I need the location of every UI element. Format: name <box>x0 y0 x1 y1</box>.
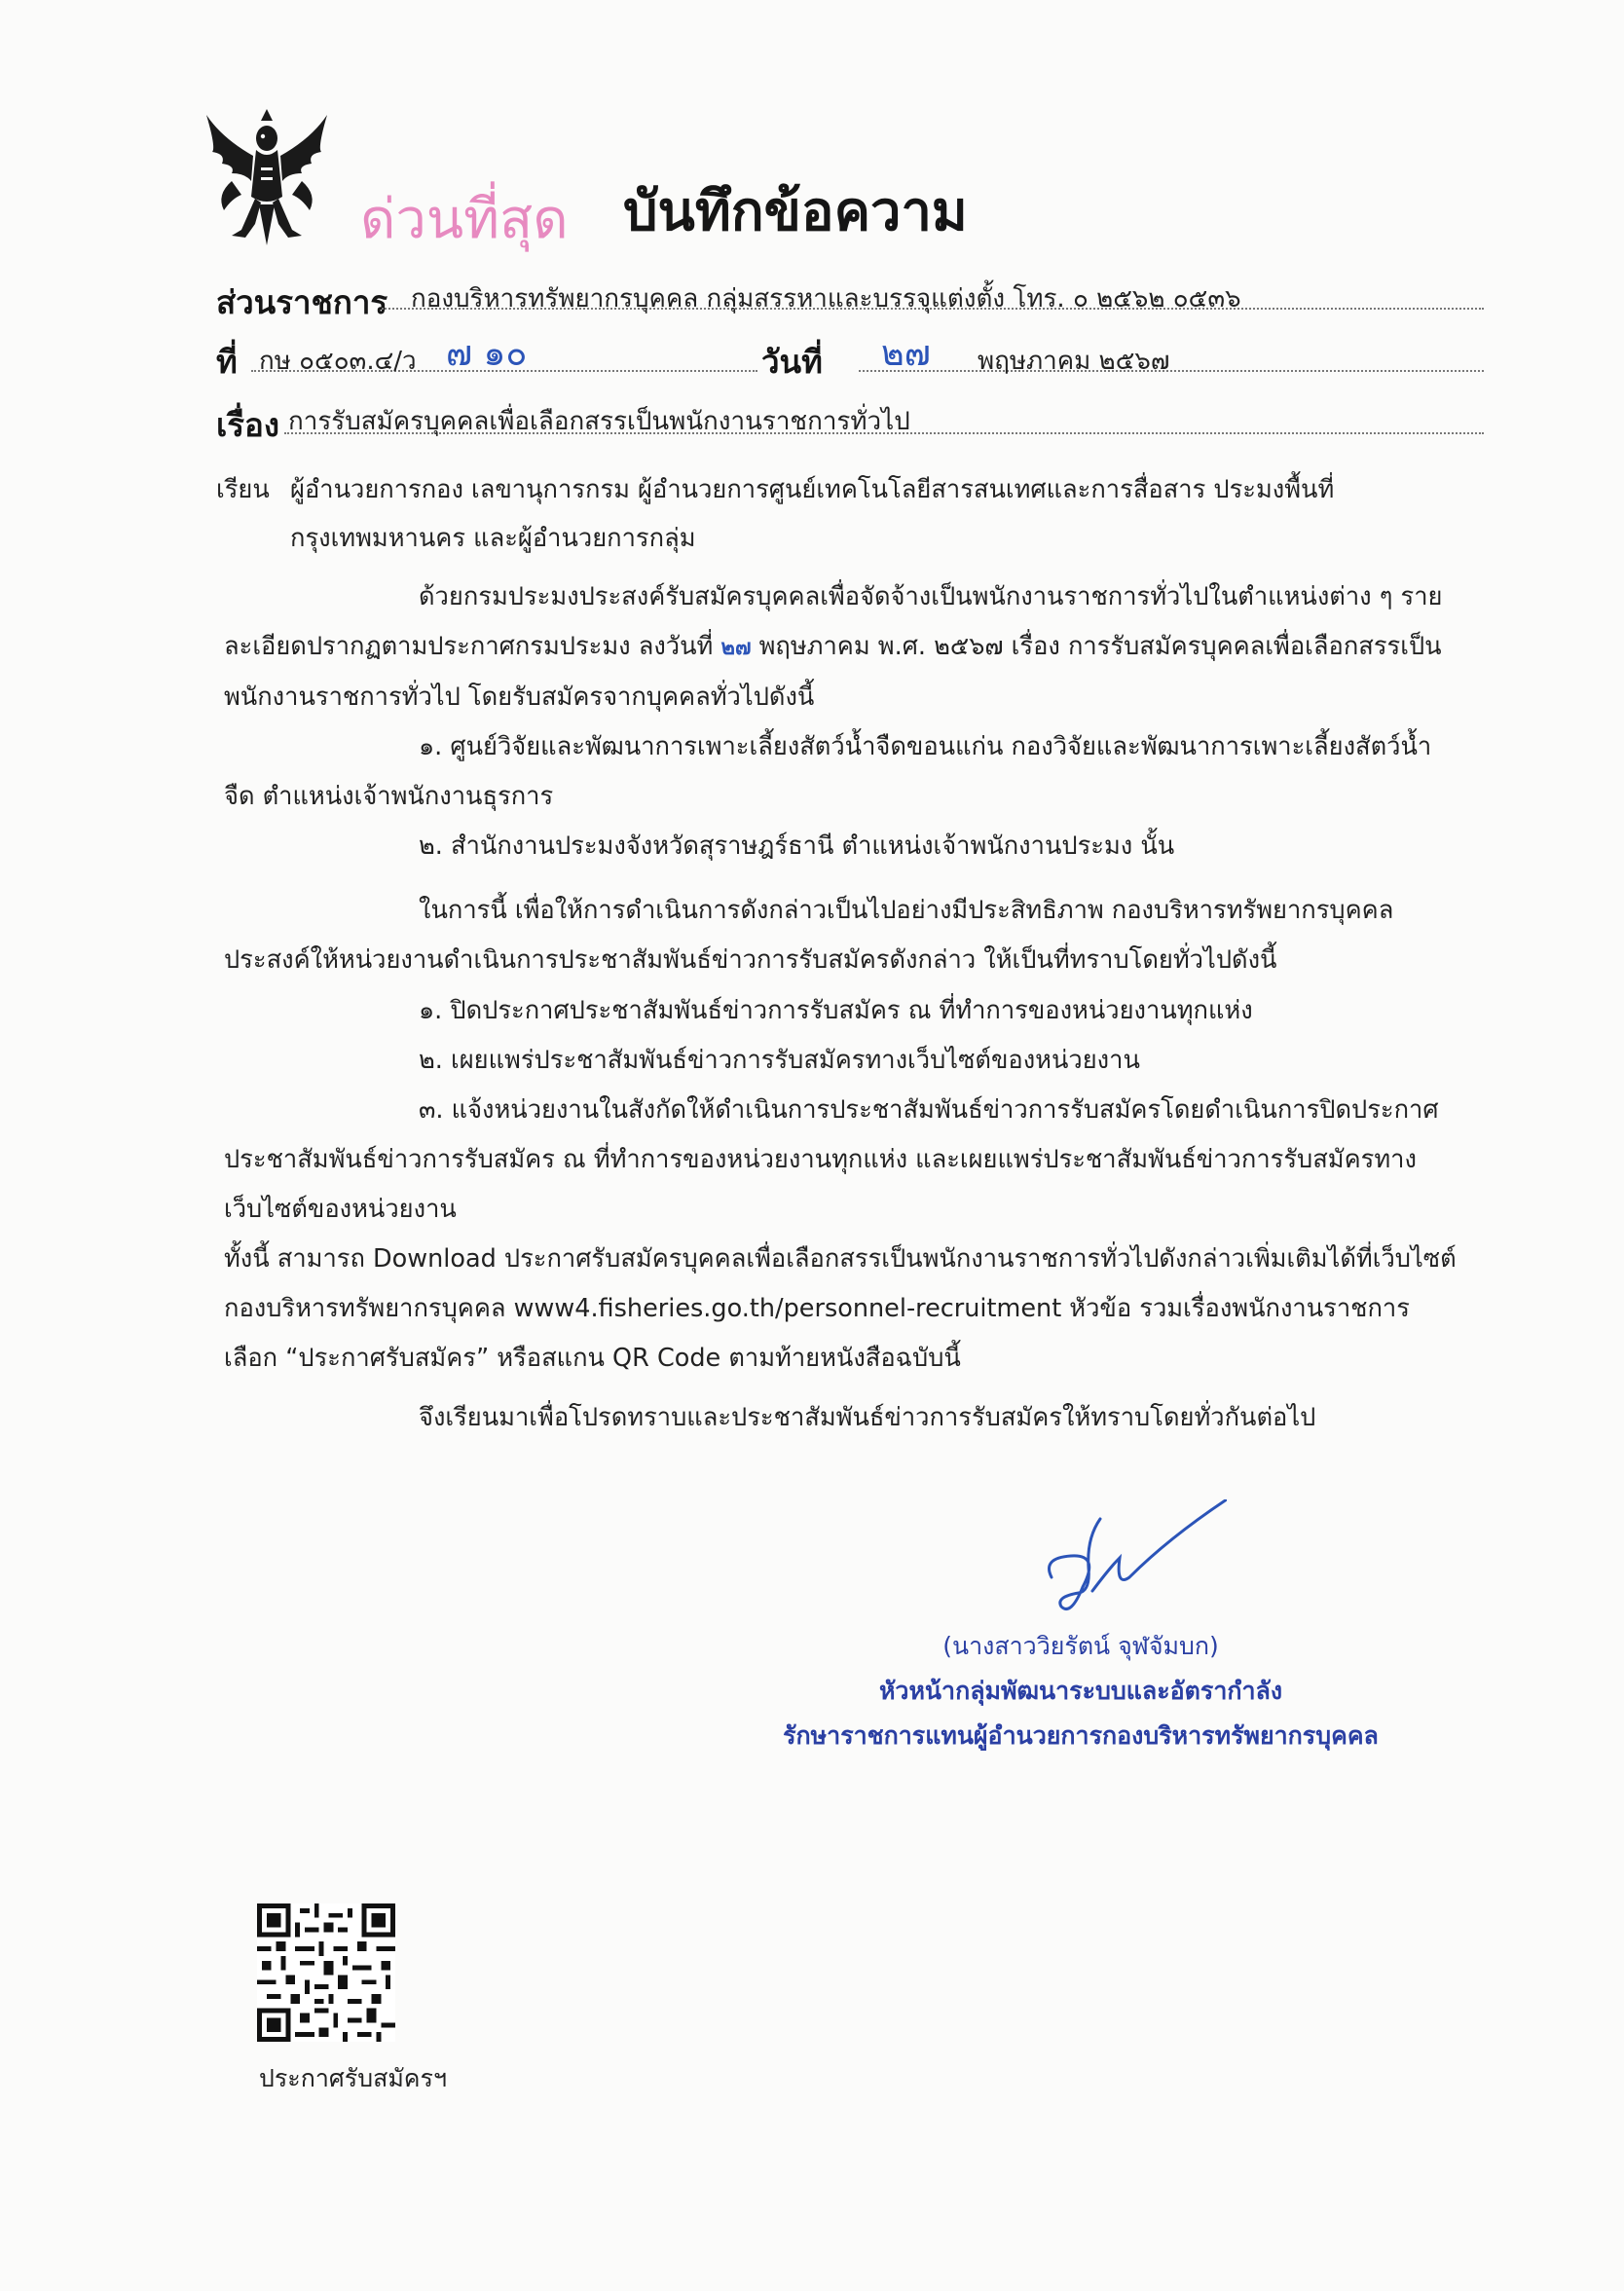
date-label: วันที่ <box>761 343 823 381</box>
p2-item-1: ๑. ปิดประกาศประชาสัมพันธ์ข่าวการรับสมัคร ณ ที่ทำการของหน่วยงานทุกแห่ง <box>419 996 1253 1025</box>
p1-handwritten-day: ๒๗ <box>720 636 752 660</box>
signatory-position-1: หัวหน้ากลุ่มพัฒนาระบบและอัตรากำลัง <box>878 1677 1283 1705</box>
garuda-emblem-icon <box>203 109 331 247</box>
paragraph-1 <box>224 573 1458 722</box>
date-underline <box>859 370 1484 372</box>
p2-item-2: ๒. เผยแพร่ประชาสัมพันธ์ข่าวการรับสมัครทางเว็บไซต์ของหน่วยงาน <box>419 1046 1140 1075</box>
p1-after: พฤษภาคม พ.ศ. ๒๕๖๗ เรื่อง การรับสมัครบุคคลเพื่อเลือกสรรเป็นพนักงานราชการทั่วไป โดยรับสมัครจากบุคคลทั่วไปดังนี้ <box>224 632 1442 712</box>
signatory-name: (นางสาววิยรัตน์ จุฬจัมบก) <box>942 1632 1219 1660</box>
closing-line: จึงเรียนมาเพื่อโปรดทราบและประชาสัมพันธ์ข่าวการรับสมัครให้ทราบโดยทั่วกันต่อไป <box>419 1403 1316 1432</box>
to-value: ผู้อำนวยการกอง เลขานุการกรม ผู้อำนวยการศูนย์เทคโนโลยีสารสนเทศและการสื่อสาร ประมงพื้นที่ <box>290 475 1335 504</box>
date-handwritten: ๒๗ <box>881 334 931 374</box>
agency-label: ส่วนราชการ <box>216 283 388 321</box>
subject-label: เรื่อง <box>216 406 279 444</box>
to-label: เรียน <box>216 475 270 504</box>
p2-item-3: ๓. แจ้งหน่วยงานในสังกัดให้ดำเนินการประชาสัมพันธ์ข่าวการรับสมัครโดยดำเนินการปิดประกาศประชาสัมพันธ์ข่าวการรับสมัคร ณ ที่ทำการของหน่วยงานทุกแห่ง และเผยแพร่ประชาสัมพันธ์ข่าวการรับสมัครทางเว็บไซต์ของหน่วยงาน <box>224 1095 1439 1224</box>
ref-handwritten: ๗ ๑๐ <box>446 334 528 374</box>
memo-title: บันทึกข้อความ <box>623 180 968 243</box>
signatory-position-2: รักษาราชการแทนผู้อำนวยการกองบริหารทรัพยากรบุคคล <box>783 1721 1379 1750</box>
p1-item-2: ๒. สำนักงานประมงจังหวัดสุราษฎร์ธานี ตำแหน่งเจ้าพนักงานประมง นั้น <box>419 831 1175 861</box>
qr-label: ประกาศรับสมัครฯ <box>259 2064 447 2092</box>
qr-code-icon[interactable] <box>257 1903 395 2042</box>
subject-value: การรับสมัครบุคคลเพื่อเลือกสรรเป็นพนักงานราชการทั่วไป <box>288 407 910 436</box>
paragraph-3: ทั้งนี้ สามารถ Download ประกาศรับสมัครบุคคลเพื่อเลือกสรรเป็นพนักงานราชการทั่วไปดังกล่าวเพิ่มเติมได้ที่เว็บไซต์กองบริหารทรัพยากรบุคคล www4.fisheries.go.th/personnel-recruitment หัวข้อ รวมเรื่องพนักงานราชการ เลือก “ประกาศรับสมัคร” หรือสแกน QR Code ตามท้ายหนังสือฉบับนี้ <box>224 1244 1457 1373</box>
p1-before: ด้วยกรมประมงประสงค์รับสมัครบุคคลเพื่อจัดจ้างเป็นพนักงานราชการทั่วไปในตำแหน่งต่าง ๆ รายละเอียดปรากฏตามประกาศกรมประมง ลงวันที่ <box>224 582 1443 661</box>
to-value-line2: กรุงเทพมหานคร และผู้อำนวยการกลุ่ม <box>290 524 696 553</box>
ref-label: ที่ <box>216 343 238 381</box>
signature-block <box>740 1624 1421 1758</box>
agency-value: กองบริหารทรัพยากรบุคคล กลุ่มสรรหาและบรรจุแต่งตั้ง โทร. ๐ ๒๕๖๒ ๐๕๓๖ <box>411 284 1241 314</box>
urgent-stamp: ด่วนที่สุด <box>360 188 569 251</box>
ref-value: กษ ๐๕๐๓.๔/ว <box>259 347 417 376</box>
p1-item-1: ๑. ศูนย์วิจัยและพัฒนาการเพาะเลี้ยงสัตว์น้ำจืดขอนแก่น กองวิจัยและพัฒนาการเพาะเลี้ยงสัตว์น้ำจืด ตำแหน่งเจ้าพนักงานธุรการ <box>224 732 1432 811</box>
paragraph-2: ในการนี้ เพื่อให้การดำเนินการดังกล่าวเป็นไปอย่างมีประสิทธิภาพ กองบริหารทรัพยากรบุคคลประสงค์ให้หน่วยงานดำเนินการประชาสัมพันธ์ข่าวการรับสมัครดังกล่าว ให้เป็นที่ทราบโดยทั่วไปดังนี้ <box>224 896 1394 975</box>
date-value: พฤษภาคม ๒๕๖๗ <box>978 347 1170 376</box>
